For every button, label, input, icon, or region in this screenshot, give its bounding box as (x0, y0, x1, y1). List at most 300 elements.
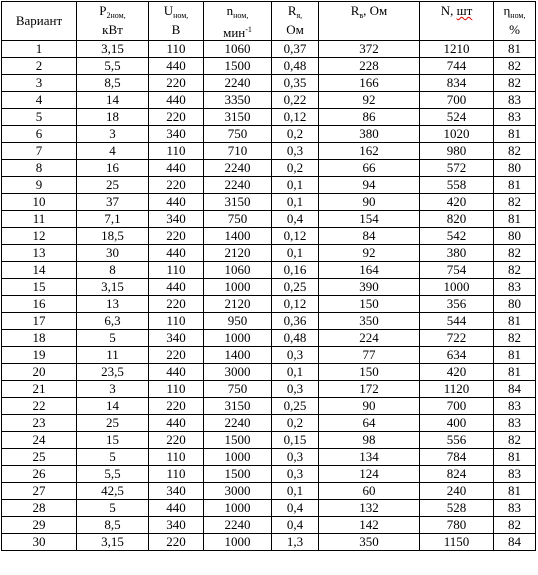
cell-field-resistance: 372 (319, 41, 420, 58)
cell-count: 722 (420, 330, 494, 347)
cell-armature-resistance: 0,4 (272, 500, 319, 517)
table-row (2, 279, 536, 296)
cell-field-resistance: 224 (319, 330, 420, 347)
cell-field-resistance: 86 (319, 109, 420, 126)
cell-armature-resistance: 0,16 (272, 262, 319, 279)
cell-voltage: 340 (149, 126, 204, 143)
header-field-resistance (319, 2, 420, 41)
header-efficiency-symbol: η (503, 3, 511, 18)
table-body (2, 41, 536, 551)
cell-efficiency: 82 (494, 262, 536, 279)
cell-efficiency: 82 (494, 330, 536, 347)
cell-count: 240 (420, 483, 494, 500)
cell-efficiency: 81 (494, 177, 536, 194)
cell-power: 15 (77, 432, 149, 449)
cell-field-resistance: 162 (319, 143, 420, 160)
table-row (2, 75, 536, 92)
header-speed (204, 2, 272, 41)
cell-voltage: 110 (149, 381, 204, 398)
cell-armature-resistance: 0,12 (272, 109, 319, 126)
cell-count: 744 (420, 58, 494, 75)
cell-speed: 1500 (204, 466, 272, 483)
table-row (2, 330, 536, 347)
header-armature-resistance (272, 2, 319, 41)
cell-field-resistance: 228 (319, 58, 420, 75)
cell-count: 544 (420, 313, 494, 330)
table-row (2, 126, 536, 143)
cell-field-resistance: 98 (319, 432, 420, 449)
cell-variant: 14 (2, 262, 77, 279)
cell-armature-resistance: 0,2 (272, 415, 319, 432)
cell-efficiency: 80 (494, 296, 536, 313)
table-row (2, 466, 536, 483)
cell-field-resistance: 60 (319, 483, 420, 500)
cell-efficiency: 82 (494, 143, 536, 160)
table-row (2, 432, 536, 449)
cell-voltage: 110 (149, 449, 204, 466)
cell-variant: 15 (2, 279, 77, 296)
header-power (77, 2, 149, 41)
cell-armature-resistance: 0,1 (272, 245, 319, 262)
table-row (2, 449, 536, 466)
cell-armature-resistance: 0,1 (272, 194, 319, 211)
cell-speed: 3000 (204, 483, 272, 500)
table-row (2, 483, 536, 500)
cell-armature-resistance: 0,15 (272, 432, 319, 449)
cell-power: 16 (77, 160, 149, 177)
cell-armature-resistance: 0,3 (272, 466, 319, 483)
cell-armature-resistance: 0,1 (272, 177, 319, 194)
cell-speed: 3350 (204, 92, 272, 109)
header-speed-superscript: -1 (245, 25, 252, 34)
table-row (2, 41, 536, 58)
table-row (2, 92, 536, 109)
cell-variant: 1 (2, 41, 77, 58)
cell-efficiency: 81 (494, 364, 536, 381)
header-armature-unit: Ом (286, 22, 304, 37)
cell-speed: 3000 (204, 364, 272, 381)
cell-speed: 2240 (204, 415, 272, 432)
cell-count: 420 (420, 364, 494, 381)
cell-armature-resistance: 0,12 (272, 296, 319, 313)
cell-armature-resistance: 0,35 (272, 75, 319, 92)
cell-armature-resistance: 0,2 (272, 126, 319, 143)
cell-power: 7,1 (77, 211, 149, 228)
cell-power: 18,5 (77, 228, 149, 245)
cell-voltage: 110 (149, 466, 204, 483)
cell-variant: 19 (2, 347, 77, 364)
cell-count: 834 (420, 75, 494, 92)
cell-power: 37 (77, 194, 149, 211)
cell-variant: 30 (2, 534, 77, 551)
cell-speed: 1400 (204, 347, 272, 364)
cell-armature-resistance: 0,3 (272, 347, 319, 364)
cell-armature-resistance: 0,25 (272, 398, 319, 415)
cell-power: 5 (77, 330, 149, 347)
cell-variant: 6 (2, 126, 77, 143)
cell-speed: 1000 (204, 449, 272, 466)
cell-count: 524 (420, 109, 494, 126)
cell-efficiency: 83 (494, 500, 536, 517)
cell-field-resistance: 77 (319, 347, 420, 364)
cell-variant: 25 (2, 449, 77, 466)
cell-count: 380 (420, 245, 494, 262)
cell-efficiency: 83 (494, 398, 536, 415)
header-efficiency-subscript: ном, (510, 11, 526, 20)
cell-efficiency: 82 (494, 517, 536, 534)
cell-speed: 750 (204, 126, 272, 143)
cell-variant: 18 (2, 330, 77, 347)
table-row (2, 517, 536, 534)
cell-voltage: 440 (149, 415, 204, 432)
header-field-unit: , Ом (363, 3, 388, 18)
cell-field-resistance: 66 (319, 160, 420, 177)
cell-variant: 5 (2, 109, 77, 126)
cell-voltage: 440 (149, 279, 204, 296)
header-variant-label: Вариант (15, 13, 63, 28)
cell-variant: 10 (2, 194, 77, 211)
cell-variant: 16 (2, 296, 77, 313)
cell-armature-resistance: 0,48 (272, 330, 319, 347)
cell-armature-resistance: 0,37 (272, 41, 319, 58)
cell-efficiency: 81 (494, 313, 536, 330)
cell-field-resistance: 90 (319, 398, 420, 415)
cell-variant: 3 (2, 75, 77, 92)
cell-efficiency: 83 (494, 415, 536, 432)
table-row (2, 228, 536, 245)
header-speed-symbol: n (226, 3, 234, 18)
cell-voltage: 440 (149, 364, 204, 381)
cell-efficiency: 81 (494, 211, 536, 228)
cell-variant: 17 (2, 313, 77, 330)
table-row (2, 313, 536, 330)
cell-count: 634 (420, 347, 494, 364)
cell-power: 3 (77, 126, 149, 143)
cell-variant: 12 (2, 228, 77, 245)
cell-armature-resistance: 0,1 (272, 364, 319, 381)
cell-speed: 750 (204, 211, 272, 228)
table-row (2, 109, 536, 126)
cell-armature-resistance: 0,22 (272, 92, 319, 109)
cell-power: 14 (77, 92, 149, 109)
cell-power: 14 (77, 398, 149, 415)
cell-count: 542 (420, 228, 494, 245)
table-row (2, 364, 536, 381)
cell-voltage: 440 (149, 58, 204, 75)
cell-count: 572 (420, 160, 494, 177)
cell-armature-resistance: 1,3 (272, 534, 319, 551)
table-row (2, 415, 536, 432)
cell-variant: 27 (2, 483, 77, 500)
cell-field-resistance: 154 (319, 211, 420, 228)
header-armature-subscript: я, (296, 11, 303, 20)
cell-speed: 1400 (204, 228, 272, 245)
cell-field-resistance: 350 (319, 534, 420, 551)
cell-power: 8 (77, 262, 149, 279)
cell-field-resistance: 390 (319, 279, 420, 296)
cell-variant: 11 (2, 211, 77, 228)
cell-power: 23,5 (77, 364, 149, 381)
table-row (2, 160, 536, 177)
cell-voltage: 340 (149, 211, 204, 228)
cell-efficiency: 82 (494, 194, 536, 211)
header-speed-unit: мин (223, 25, 246, 40)
header-count-unit: шт (456, 3, 473, 18)
cell-power: 3,15 (77, 534, 149, 551)
cell-count: 1150 (420, 534, 494, 551)
cell-variant: 28 (2, 500, 77, 517)
cell-efficiency: 83 (494, 109, 536, 126)
table-row (2, 177, 536, 194)
header-armature-symbol: R (287, 3, 297, 18)
cell-power: 11 (77, 347, 149, 364)
cell-count: 700 (420, 92, 494, 109)
cell-count: 420 (420, 194, 494, 211)
header-voltage-subscript: ном, (173, 11, 189, 20)
cell-count: 780 (420, 517, 494, 534)
table-row (2, 398, 536, 415)
header-count (420, 2, 494, 41)
cell-armature-resistance: 0,12 (272, 228, 319, 245)
cell-field-resistance: 132 (319, 500, 420, 517)
cell-power: 8,5 (77, 75, 149, 92)
cell-field-resistance: 150 (319, 296, 420, 313)
cell-voltage: 220 (149, 177, 204, 194)
cell-voltage: 110 (149, 41, 204, 58)
cell-speed: 710 (204, 143, 272, 160)
cell-voltage: 220 (149, 109, 204, 126)
cell-field-resistance: 380 (319, 126, 420, 143)
cell-armature-resistance: 0,3 (272, 449, 319, 466)
cell-speed: 1500 (204, 432, 272, 449)
table-row (2, 245, 536, 262)
cell-field-resistance: 90 (319, 194, 420, 211)
header-count-symbol: N, (440, 3, 457, 18)
cell-voltage: 440 (149, 194, 204, 211)
cell-power: 42,5 (77, 483, 149, 500)
cell-power: 13 (77, 296, 149, 313)
cell-voltage: 340 (149, 483, 204, 500)
cell-speed: 3150 (204, 194, 272, 211)
cell-count: 1020 (420, 126, 494, 143)
cell-count: 784 (420, 449, 494, 466)
header-efficiency (494, 2, 536, 41)
cell-variant: 9 (2, 177, 77, 194)
cell-speed: 750 (204, 381, 272, 398)
cell-armature-resistance: 0,2 (272, 160, 319, 177)
cell-speed: 2120 (204, 296, 272, 313)
cell-armature-resistance: 0,3 (272, 381, 319, 398)
cell-power: 8,5 (77, 517, 149, 534)
table-row (2, 211, 536, 228)
cell-speed: 1000 (204, 500, 272, 517)
cell-speed: 3150 (204, 109, 272, 126)
cell-efficiency: 80 (494, 228, 536, 245)
header-voltage-unit: В (171, 22, 181, 37)
cell-variant: 13 (2, 245, 77, 262)
cell-count: 980 (420, 143, 494, 160)
cell-count: 754 (420, 262, 494, 279)
cell-field-resistance: 92 (319, 245, 420, 262)
cell-armature-resistance: 0,48 (272, 58, 319, 75)
cell-count: 824 (420, 466, 494, 483)
cell-voltage: 340 (149, 330, 204, 347)
cell-speed: 2120 (204, 245, 272, 262)
cell-efficiency: 81 (494, 449, 536, 466)
table-row (2, 500, 536, 517)
cell-armature-resistance: 0,1 (272, 483, 319, 500)
header-power-unit: кВт (102, 22, 123, 37)
cell-voltage: 220 (149, 296, 204, 313)
cell-power: 5 (77, 500, 149, 517)
cell-speed: 1000 (204, 279, 272, 296)
cell-count: 400 (420, 415, 494, 432)
header-efficiency-unit: % (509, 22, 520, 37)
cell-field-resistance: 64 (319, 415, 420, 432)
header-power-subscript: 2ном, (106, 11, 126, 20)
cell-efficiency: 82 (494, 432, 536, 449)
cell-voltage: 220 (149, 75, 204, 92)
table-row (2, 347, 536, 364)
cell-power: 5,5 (77, 466, 149, 483)
table-row (2, 381, 536, 398)
cell-armature-resistance: 0,4 (272, 211, 319, 228)
cell-speed: 2240 (204, 517, 272, 534)
cell-power: 4 (77, 143, 149, 160)
cell-power: 6,3 (77, 313, 149, 330)
cell-count: 700 (420, 398, 494, 415)
cell-count: 1120 (420, 381, 494, 398)
cell-efficiency: 82 (494, 58, 536, 75)
cell-voltage: 220 (149, 398, 204, 415)
header-field-symbol: R (350, 3, 360, 18)
cell-count: 556 (420, 432, 494, 449)
cell-field-resistance: 94 (319, 177, 420, 194)
cell-efficiency: 80 (494, 160, 536, 177)
cell-field-resistance: 164 (319, 262, 420, 279)
cell-efficiency: 84 (494, 534, 536, 551)
cell-variant: 21 (2, 381, 77, 398)
cell-count: 528 (420, 500, 494, 517)
cell-field-resistance: 166 (319, 75, 420, 92)
cell-speed: 950 (204, 313, 272, 330)
cell-voltage: 220 (149, 228, 204, 245)
cell-variant: 22 (2, 398, 77, 415)
table-row (2, 296, 536, 313)
cell-efficiency: 84 (494, 381, 536, 398)
cell-power: 25 (77, 415, 149, 432)
cell-power: 30 (77, 245, 149, 262)
cell-efficiency: 83 (494, 466, 536, 483)
cell-count: 820 (420, 211, 494, 228)
header-voltage (149, 2, 204, 41)
cell-field-resistance: 134 (319, 449, 420, 466)
cell-efficiency: 82 (494, 245, 536, 262)
cell-speed: 2240 (204, 160, 272, 177)
cell-voltage: 440 (149, 160, 204, 177)
cell-efficiency: 83 (494, 92, 536, 109)
cell-speed: 1060 (204, 41, 272, 58)
data-table (1, 1, 536, 551)
cell-speed: 1500 (204, 58, 272, 75)
cell-voltage: 440 (149, 92, 204, 109)
cell-voltage: 220 (149, 432, 204, 449)
cell-voltage: 440 (149, 500, 204, 517)
cell-variant: 4 (2, 92, 77, 109)
header-speed-subscript: ном, (233, 11, 249, 20)
cell-field-resistance: 150 (319, 364, 420, 381)
header-field-subscript: в (359, 11, 364, 20)
header-row (2, 2, 536, 41)
cell-variant: 29 (2, 517, 77, 534)
cell-voltage: 440 (149, 245, 204, 262)
cell-variant: 24 (2, 432, 77, 449)
cell-speed: 2240 (204, 177, 272, 194)
cell-efficiency: 81 (494, 41, 536, 58)
cell-speed: 2240 (204, 75, 272, 92)
cell-speed: 3150 (204, 398, 272, 415)
document-page (1, 1, 536, 551)
cell-power: 25 (77, 177, 149, 194)
header-voltage-symbol: U (163, 3, 174, 18)
cell-voltage: 110 (149, 313, 204, 330)
table-row (2, 194, 536, 211)
cell-efficiency: 81 (494, 347, 536, 364)
table-row (2, 58, 536, 75)
cell-field-resistance: 142 (319, 517, 420, 534)
cell-count: 356 (420, 296, 494, 313)
cell-speed: 1060 (204, 262, 272, 279)
header-variant (2, 2, 77, 41)
cell-power: 3,15 (77, 279, 149, 296)
cell-armature-resistance: 0,36 (272, 313, 319, 330)
cell-variant: 2 (2, 58, 77, 75)
cell-armature-resistance: 0,25 (272, 279, 319, 296)
cell-variant: 8 (2, 160, 77, 177)
cell-field-resistance: 84 (319, 228, 420, 245)
cell-count: 558 (420, 177, 494, 194)
cell-speed: 1000 (204, 534, 272, 551)
header-power-symbol: P (99, 3, 107, 18)
cell-voltage: 220 (149, 534, 204, 551)
cell-field-resistance: 124 (319, 466, 420, 483)
cell-efficiency: 82 (494, 75, 536, 92)
cell-power: 5,5 (77, 58, 149, 75)
cell-voltage: 110 (149, 143, 204, 160)
cell-count: 1210 (420, 41, 494, 58)
cell-variant: 26 (2, 466, 77, 483)
cell-voltage: 110 (149, 262, 204, 279)
cell-field-resistance: 350 (319, 313, 420, 330)
cell-variant: 7 (2, 143, 77, 160)
cell-efficiency: 83 (494, 279, 536, 296)
cell-variant: 20 (2, 364, 77, 381)
cell-variant: 23 (2, 415, 77, 432)
cell-efficiency: 81 (494, 483, 536, 500)
cell-power: 5 (77, 449, 149, 466)
cell-speed: 1000 (204, 330, 272, 347)
cell-count: 1000 (420, 279, 494, 296)
table-row (2, 143, 536, 160)
cell-voltage: 220 (149, 347, 204, 364)
cell-field-resistance: 172 (319, 381, 420, 398)
cell-voltage: 340 (149, 517, 204, 534)
cell-field-resistance: 92 (319, 92, 420, 109)
cell-efficiency: 81 (494, 126, 536, 143)
table-row (2, 534, 536, 551)
cell-power: 3 (77, 381, 149, 398)
cell-armature-resistance: 0,4 (272, 517, 319, 534)
